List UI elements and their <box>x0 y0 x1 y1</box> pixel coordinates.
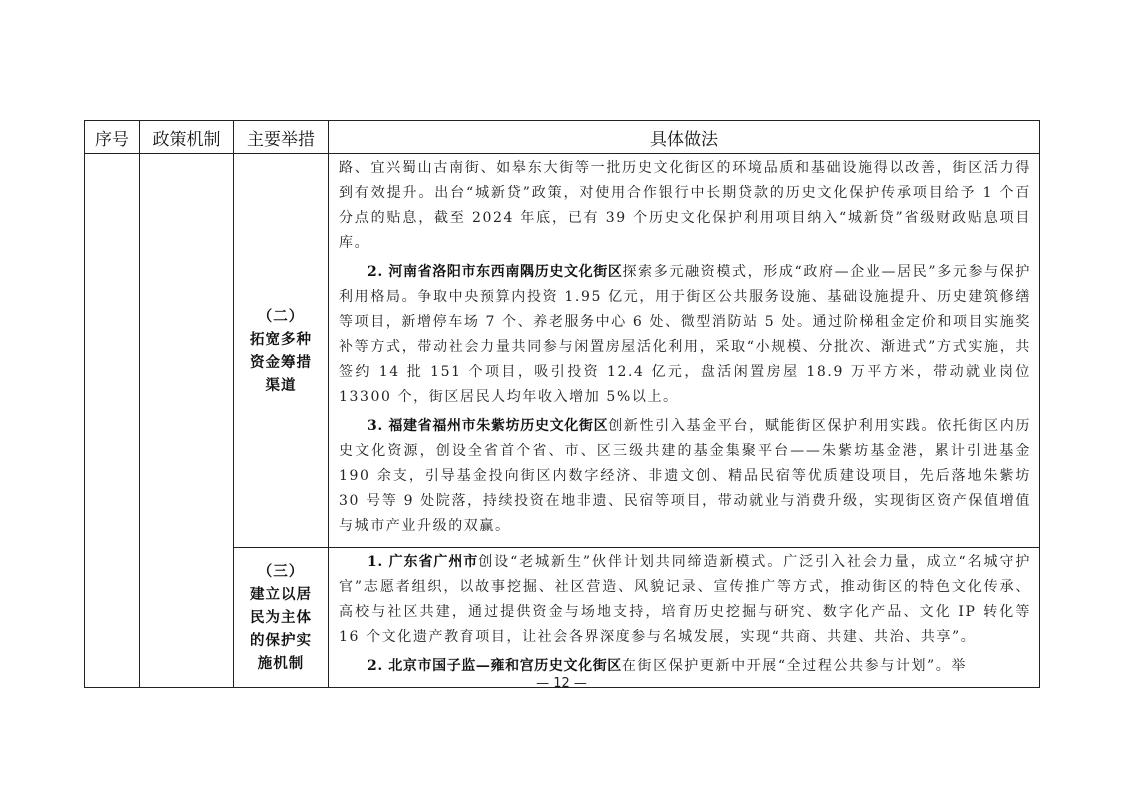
detail-cell <box>329 154 1040 548</box>
header-seq: 序号 <box>85 121 140 154</box>
page-number: — 12 — <box>536 676 587 691</box>
paragraph-text: 创新性引入基金平台，赋能街区保护利用实践。依托街区内历史文化资源，创设全省首个省、市、区三级共建的基金集聚平台——朱紫坊基金港，累计引进基金 190 余支，引导基金投向街区内数字经济、非遗文创、精品民宿等优质建设项目，先后落地朱紫坊 30 号等 9 处院落，持续投资在地非遗、民宿等项目，带动就业与消费升级，实现街区资产保值增值与城市产业升级的双赢。 <box>339 418 1031 534</box>
detail-paragraph <box>339 260 1031 410</box>
measure-title-line: 拓宽多种 <box>250 330 312 348</box>
paragraph-text: 创设“老城新生”伙伴计划共同缔造新模式。广泛引入社会力量，成立“名城守护官”志愿者组织，以故事挖掘、社区营造、风貌记录、宣传推广等方式，推动街区的特色文化传承、高校与社区共建，通过提供资金与场地支持，培育历史挖掘与研究、数字化产品、文化 IP 转化等 16 个文化遗产教育项目，让社会各界深度参与名城发展，实现“共商、共建、共治、共享”。 <box>339 554 1031 645</box>
measure-cell <box>234 548 329 688</box>
paragraph-lead: 2. 北京市国子监—雍和宫历史文化街区 <box>367 658 622 674</box>
detail-paragraph <box>339 156 1031 256</box>
policy-table <box>84 120 1040 688</box>
measure-title-line: 建立以居 <box>250 586 312 603</box>
paragraph-lead: 3. 福建省福州市朱紫坊历史文化街区 <box>367 418 609 434</box>
measure-title-line: 施机制 <box>257 655 305 672</box>
header-measure: 主要举措 <box>234 121 329 154</box>
measure-title-line: 渠道 <box>265 376 297 394</box>
detail-paragraph <box>339 414 1031 539</box>
paragraph-text: 路、宜兴蜀山古南街、如皋东大街等一批历史文化街区的环境品质和基础设施得以改善，街区活力得到有效提升。出台“城新贷”政策，对使用合作银行中长期贷款的历史文化保护传承项目给予 1 个百分点的贴息，截至 2024 年底，已有 39 个历史文化保护利用项目纳入“城新贷”省级财政贴息项目库。 <box>339 160 1031 251</box>
paragraph-lead: 1. 广东省广州市 <box>367 554 479 570</box>
header-mechanism: 政策机制 <box>140 121 234 154</box>
measure-title-line: 民为主体 <box>250 609 312 626</box>
measure-title-line: 资金筹措 <box>250 353 312 371</box>
detail-cell <box>329 548 1040 688</box>
measure-number: （三） <box>257 563 305 580</box>
paragraph-text: 探索多元融资模式，形成“政府—企业—居民”多元参与保护利用格局。争取中央预算内投资 1.95 亿元，用于街区公共服务设施、基础设施提升、历史建筑修缮等项目，新增停车场 7 个、养老服务中心 6 处、微型消防站 5 处。通过阶梯租金定价和项目实施奖补等方式，带动社会力量共同参与闲置房屋活化利用，采取“小规模、分批次、渐进式”方式实施，共签约 14 批 151 个项目，吸引投资 12.4 亿元，盘活闲置房屋 18.9 万平方米，带动就业岗位 13300 个，街区居民人均年收入增加 5%以上。 <box>339 264 1032 405</box>
seq-cell <box>85 154 140 688</box>
paragraph-text: 在街区保护更新中开展“全过程公共参与计划”。举 <box>621 658 968 674</box>
header-detail: 具体做法 <box>329 121 1040 154</box>
measure-number: （二） <box>257 307 305 325</box>
measure-cell <box>234 154 329 548</box>
mechanism-cell <box>140 154 234 688</box>
table-header-row <box>85 121 1040 154</box>
table-row <box>85 154 1040 548</box>
measure-title-line: 的保护实 <box>250 632 312 649</box>
detail-paragraph <box>339 550 1031 650</box>
paragraph-lead: 2. 河南省洛阳市东西南隅历史文化街区 <box>367 264 623 280</box>
